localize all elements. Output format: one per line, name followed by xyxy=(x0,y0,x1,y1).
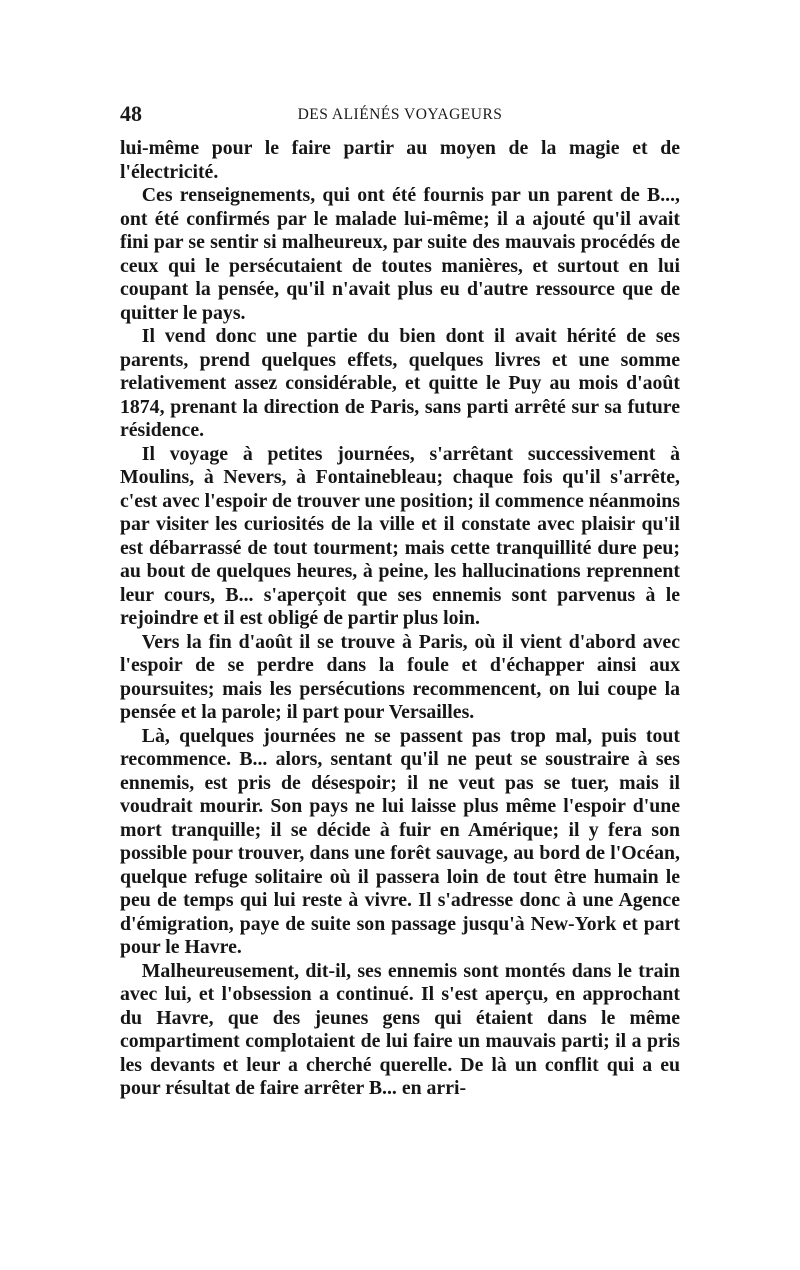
paragraph: Là, quelques journées ne se passent pas trop mal, puis tout recommence. B... alors, sentant qu'il ne peut se soustraire à ses ennemis, est pris de désespoir; il ne veut pas se tuer, mais il voudrait mourir. Son pays ne lui laisse plus même l'espoir d'une mort tranquille; il se décide à fuir en Amérique; il y fera son possible pour trouver, dans une forêt sauvage, au bord de l'Océan, quelque refuge solitaire où il passera loin de tout être humain le peu de temps qui lui reste à vivre. Il s'adresse donc à une Agence d'émigration, paye de suite son passage jusqu'à New-York et part pour le Havre. xyxy=(120,724,680,958)
paragraph: Malheureusement, dit-il, ses ennemis sont montés dans le train avec lui, et l'obsession a continué. Il s'est aperçu, en approchant du Havre, que des jeunes gens qui étaient dans le même compartiment complotaient de lui faire un mauvais parti; il a pris les devants et leur a cherché querelle. De là un conflit qui a eu pour résultat de faire arrêter B... en arri- xyxy=(120,959,680,1099)
page-number: 48 xyxy=(120,101,142,126)
paragraph: Il voyage à petites journées, s'arrêtant successivement à Moulins, à Nevers, à Fontainebleau; chaque fois qu'il s'arrête, c'est avec l'espoir de trouver une position; il commence néanmoins par visiter les curiosités de la ville et il constate avec plaisir qu'il est débarrassé de tout tourment; mais cette tranquillité dure peu; au bout de quelques heures, à peine, les hallucinations reprennent leur cours, B... s'aperçoit que ses ennemis sont parvenus à le rejoindre et il est obligé de partir plus loin. xyxy=(120,442,680,629)
paragraph: lui-même pour le faire partir au moyen de la magie et de l'électricité. xyxy=(120,137,680,183)
paragraph: Il vend donc une partie du bien dont il avait hérité de ses parents, prend quelques effets, quelques livres et une somme relativement assez considérable, et quitte le Puy au mois d'août 1874, prenant la direction de Paris, sans parti arrêté sur sa future résidence. xyxy=(120,325,680,441)
body-text xyxy=(120,137,680,1101)
page-header xyxy=(120,100,680,130)
paragraph: Vers la fin d'août il se trouve à Paris, où il vient d'abord avec l'espoir de se perdre dans la foule et d'échapper ainsi aux poursuites; mais les persécutions recommencent, on lui coupe la pensée et la parole; il part pour Versailles. xyxy=(120,630,680,723)
running-title: DES ALIÉNÉS VOYAGEURS xyxy=(297,106,503,123)
paragraph: Ces renseignements, qui ont été fournis par un parent de B..., ont été confirmés par le malade lui-même; il a ajouté qu'il avait fini par se sentir si malheureux, par suite des mauvais procédés de ceux qui le persécutaient de toutes manières, et surtout en lui coupant la pensée, qu'il n'avait plus eu d'autre ressource que de quitter le pays. xyxy=(120,184,680,324)
